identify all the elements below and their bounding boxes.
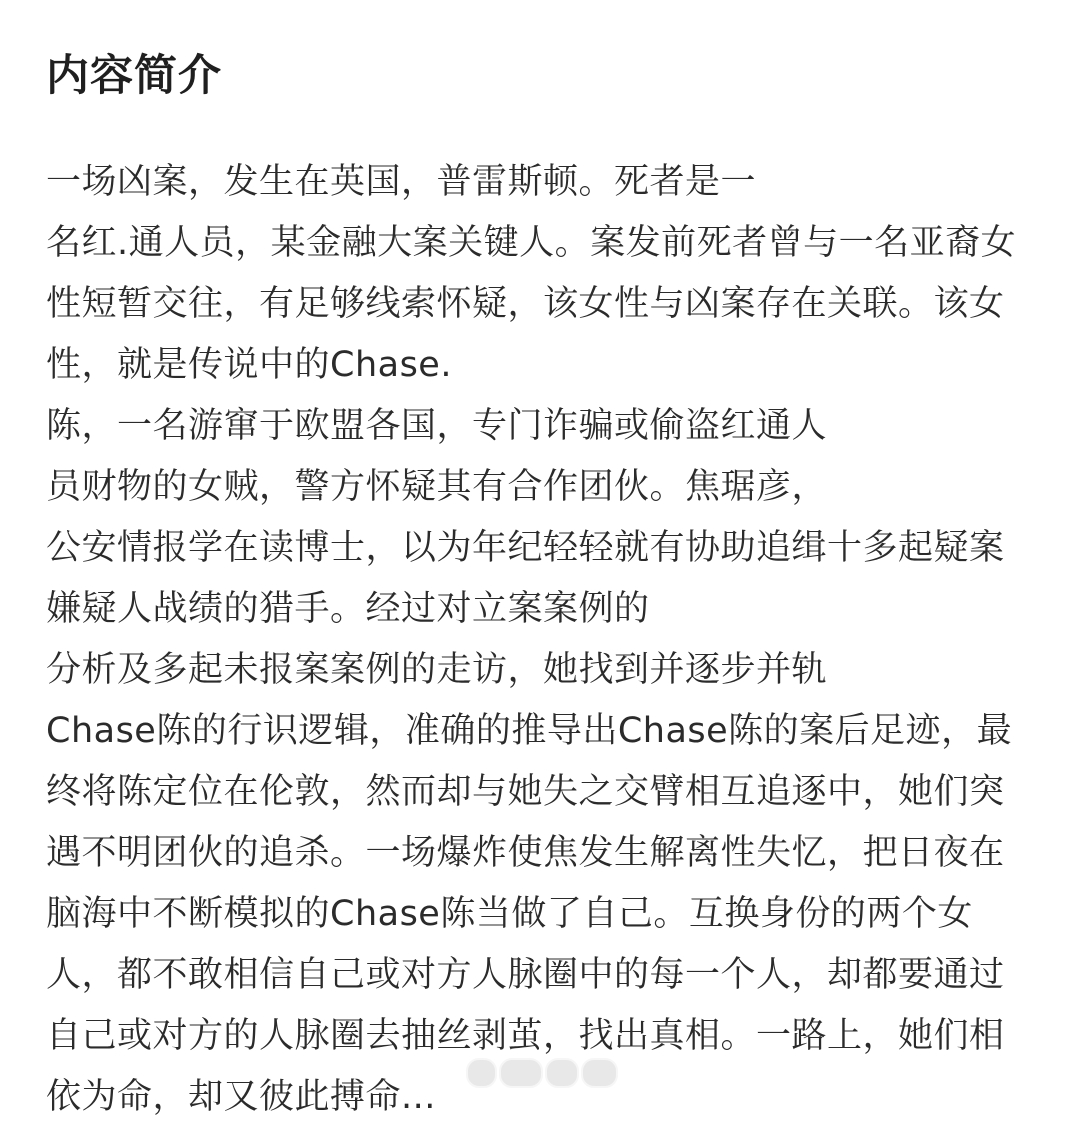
text-line: Chase陈的行识逻辑，准确的推导出Chase陈的案后足迹，最 — [46, 711, 1013, 751]
text-line: 遇不明团伙的追杀。一场爆炸使焦发生解离性失忆，把日夜在 — [46, 833, 1005, 873]
text-line: 一场凶案，发生在英国，普雷斯顿。死者是一 — [46, 162, 757, 202]
text-line: 陈，一名游窜于欧盟各国，专门诈骗或偷盗红通人 — [46, 406, 828, 446]
text-line: 分析及多起未报案案例的走访，她找到并逐步并轨 — [46, 650, 828, 690]
text-line: 员财物的女贼，警方怀疑其有合作团伙。焦琚彦， — [46, 467, 828, 507]
text-line: 嫌疑人战绩的猎手。经过对立案案例的 — [46, 589, 650, 629]
text-line: 人，都不敢相信自己或对方人脉圈中的每一个人，却都要通过 — [46, 955, 1005, 995]
text-line: 性，就是传说中的Chase. — [46, 345, 452, 385]
text-line: 名红.通人员，某金融大案关键人。案发前死者曾与一名亚裔女 — [46, 223, 1017, 263]
synopsis-text — [46, 152, 1046, 1128]
text-line: 性短暂交往，有足够线索怀疑，该女性与凶案存在关联。该女 — [46, 284, 1005, 324]
text-line: 公安情报学在读博士，以为年纪轻轻就有协助追缉十多起疑案 — [46, 528, 1005, 568]
watermark-shape — [466, 1058, 497, 1088]
text-line: 终将陈定位在伦敦，然而却与她失之交臂相互追逐中，她们突 — [46, 772, 1005, 812]
section-title: 内容简介 — [46, 51, 222, 101]
watermark-logo — [466, 1056, 618, 1090]
watermark-shape — [499, 1058, 543, 1088]
watermark-shape — [581, 1058, 618, 1088]
text-line: 脑海中不断模拟的Chase陈当做了自己。互换身份的两个女 — [46, 894, 973, 934]
text-line: 依为命，却又彼此搏命... — [46, 1077, 436, 1117]
watermark-shape — [545, 1058, 580, 1088]
text-line: 自己或对方的人脉圈去抽丝剥茧，找出真相。一路上，她们相 — [46, 1016, 1005, 1056]
